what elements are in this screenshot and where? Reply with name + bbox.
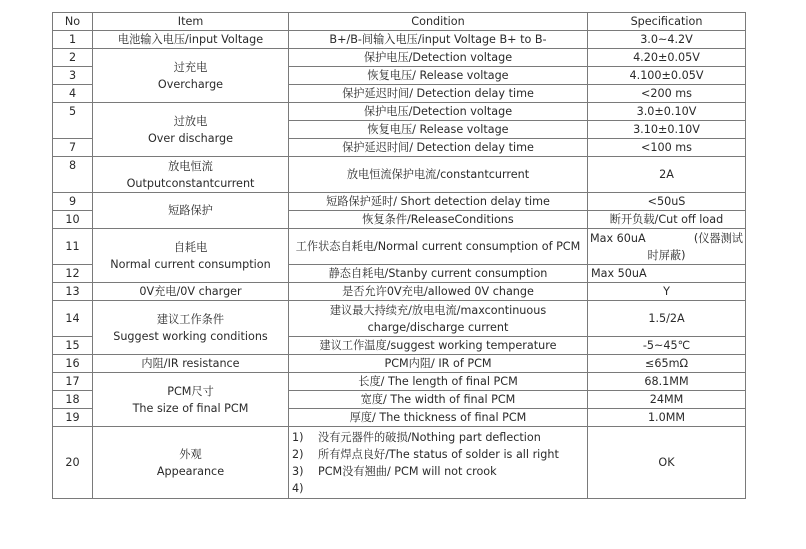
row-spec: 68.1MM <box>588 373 746 391</box>
table-row <box>53 283 746 301</box>
row-condition <box>289 301 588 337</box>
list-number: 4) <box>292 481 304 495</box>
row-spec: <50uS <box>588 193 746 211</box>
row-spec: -5~45℃ <box>588 337 746 355</box>
header-no: No <box>53 13 93 31</box>
table-row <box>53 427 746 499</box>
list-number: 3) <box>292 464 304 478</box>
row-condition: B+/B-间输入电压/input Voltage B+ to B- <box>289 31 588 49</box>
row-spec: 3.10±0.10V <box>588 121 746 139</box>
row-condition: 放电恒流保护电流/constantcurrent <box>289 157 588 193</box>
row-spec: Max 50uA <box>588 265 746 283</box>
appearance-conditions <box>289 427 588 499</box>
row-spec: 断开负载/Cut off load <box>588 211 746 229</box>
table-row <box>53 373 746 391</box>
row-condition: 是否允许0V充电/allowed 0V change <box>289 283 588 301</box>
list-text: PCM没有翘曲/ PCM will not crook <box>318 464 497 478</box>
item-short-circuit <box>93 193 289 229</box>
list-item <box>292 446 584 463</box>
item-overcharge <box>93 49 289 103</box>
condition-line: charge/discharge current <box>367 320 509 334</box>
row-condition: 恢复条件/ReleaseConditions <box>289 211 588 229</box>
list-text: 没有元器件的破损/Nothing part deflection <box>318 430 541 444</box>
row-no: 2 <box>53 49 93 67</box>
row-no: 3 <box>53 67 93 85</box>
row-condition: 宽度/ The width of final PCM <box>289 391 588 409</box>
row-condition: PCM内阻/ IR of PCM <box>289 355 588 373</box>
list-text: 所有焊点良好/The status of solder is all right <box>318 447 559 461</box>
item-zh: 自耗电 <box>173 240 208 254</box>
row-no: 1 <box>53 31 93 49</box>
row-spec: OK <box>588 427 746 499</box>
row-no: 17 <box>53 373 93 391</box>
header-condition: Condition <box>289 13 588 31</box>
row-condition: 保护延迟时间/ Detection delay time <box>289 85 588 103</box>
row-no: 5 <box>53 103 93 139</box>
item-pcm-size <box>93 373 289 427</box>
row-condition: 厚度/ The thickness of final PCM <box>289 409 588 427</box>
row-spec: 4.100±0.05V <box>588 67 746 85</box>
item-self-consumption <box>93 229 289 283</box>
header-spec: Specification <box>588 13 746 31</box>
spec-note: (仪器测试 <box>693 231 743 245</box>
item-appearance <box>93 427 289 499</box>
table-row <box>53 229 746 265</box>
header-row <box>53 13 746 31</box>
item-zh: 短路保护 <box>168 204 213 217</box>
row-no: 8 <box>53 157 93 193</box>
row-no: 13 <box>53 283 93 301</box>
item-zh: 放电恒流 <box>168 159 213 173</box>
item-suggest-conditions <box>93 301 289 355</box>
row-no: 14 <box>53 301 93 337</box>
row-condition: 短路保护延时/ Short detection delay time <box>289 193 588 211</box>
row-spec: ≤65mΩ <box>588 355 746 373</box>
row-no: 11 <box>53 229 93 265</box>
row-condition: 工作状态自耗电/Normal current consumption of PCM <box>289 229 588 265</box>
item-en: Normal current consumption <box>110 257 271 271</box>
list-item <box>292 480 584 497</box>
row-spec: 3.0±0.10V <box>588 103 746 121</box>
row-condition: 恢复电压/ Release voltage <box>289 121 588 139</box>
row-no: 19 <box>53 409 93 427</box>
table-row <box>53 301 746 337</box>
header-item: Item <box>93 13 289 31</box>
item-en: The size of final PCM <box>132 401 249 415</box>
row-condition: 保护电压/Detection voltage <box>289 103 588 121</box>
row-spec: <100 ms <box>588 139 746 157</box>
row-condition: 保护延迟时间/ Detection delay time <box>289 139 588 157</box>
row-condition: 保护电压/Detection voltage <box>289 49 588 67</box>
row-no: 12 <box>53 265 93 283</box>
row-spec <box>588 229 746 265</box>
condition-line: 建议最大持续充/放电电流/maxcontinuous <box>329 303 547 317</box>
row-spec: Y <box>588 283 746 301</box>
row-item: 电池输入电压/input Voltage <box>93 31 289 49</box>
item-en: Over discharge <box>148 131 233 145</box>
row-item: 内阻/IR resistance <box>93 355 289 373</box>
item-overdischarge <box>93 103 289 157</box>
spec-note-cont: 时屏蔽) <box>647 248 686 262</box>
item-zh: 外观 <box>179 447 202 461</box>
row-item: 0V充电/0V charger <box>93 283 289 301</box>
row-condition: 长度/ The length of final PCM <box>289 373 588 391</box>
list-item <box>292 429 584 446</box>
row-spec: 24MM <box>588 391 746 409</box>
row-spec: 1.5/2A <box>588 301 746 337</box>
row-spec: 2A <box>588 157 746 193</box>
item-en: Appearance <box>156 464 225 478</box>
row-no: 10 <box>53 211 93 229</box>
row-no: 9 <box>53 193 93 211</box>
item-en: Outputconstantcurrent <box>126 176 255 190</box>
table-row <box>53 49 746 67</box>
item-zh: 建议工作条件 <box>156 312 225 326</box>
item-zh: PCM尺寸 <box>167 384 214 398</box>
list-number: 2) <box>292 447 304 461</box>
item-zh: 过充电 <box>173 60 208 74</box>
row-spec: 4.20±0.05V <box>588 49 746 67</box>
table-row <box>53 355 746 373</box>
row-spec: 3.0~4.2V <box>588 31 746 49</box>
item-zh: 过放电 <box>173 114 208 128</box>
spec-max-value: Max 60uA <box>590 231 646 245</box>
row-no: 18 <box>53 391 93 409</box>
table-row <box>53 103 746 121</box>
list-item <box>292 463 584 480</box>
table-row <box>53 157 746 193</box>
item-output-current <box>93 157 289 193</box>
row-condition: 静态自耗电/Stanby current consumption <box>289 265 588 283</box>
row-no: 15 <box>53 337 93 355</box>
list-number: 1) <box>292 430 304 444</box>
row-condition: 恢复电压/ Release voltage <box>289 67 588 85</box>
table-row <box>53 31 746 49</box>
row-no: 16 <box>53 355 93 373</box>
row-spec: 1.0MM <box>588 409 746 427</box>
table-row <box>53 193 746 211</box>
item-en: Overcharge <box>157 77 224 91</box>
row-no: 20 <box>53 427 93 499</box>
row-spec: <200 ms <box>588 85 746 103</box>
row-condition: 建议工作温度/suggest working temperature <box>289 337 588 355</box>
spec-table <box>52 12 746 499</box>
row-no: 7 <box>53 139 93 157</box>
item-en: Suggest working conditions <box>113 329 268 343</box>
row-no: 4 <box>53 85 93 103</box>
